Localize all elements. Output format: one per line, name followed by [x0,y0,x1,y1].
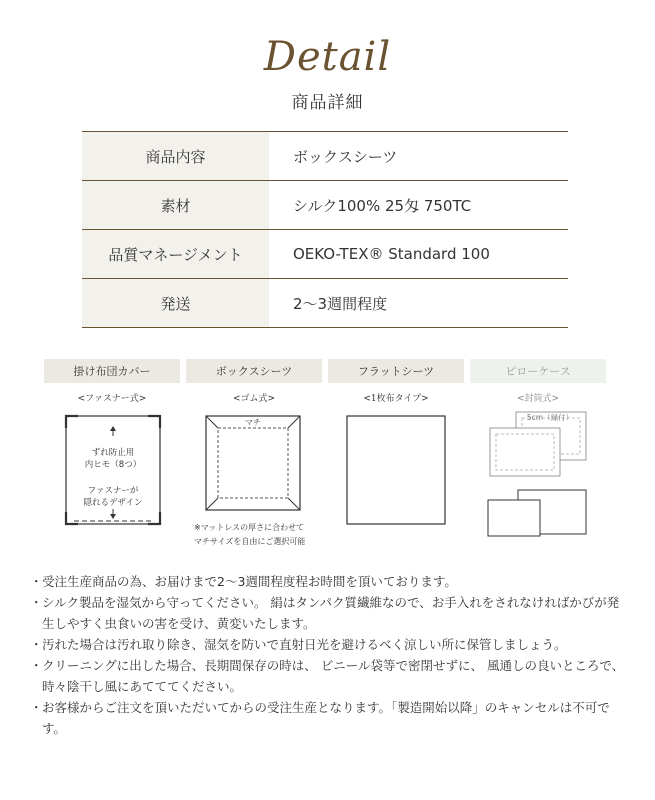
box-sheet-note-1: ※マットレスの厚さに合わせて [194,523,305,532]
gusset-label: マチ [245,418,261,427]
diagram-subtitle: <ゴム式> [232,394,276,404]
title-ja: 商品詳細 [291,93,364,113]
duvet-cover-illustration [44,408,180,528]
spec-value: シルク100% 25匁 750TC [293,196,472,215]
diagram-flat-sheet [328,359,464,528]
spec-value: ボックスシーツ [293,147,398,166]
box-sheet-illustration [186,408,322,558]
spec-row-contents [82,132,568,181]
spec-label: 品質マネージメント [82,230,269,278]
frill-label: 5cm（縁付） [526,413,574,422]
spec-label: 素材 [82,181,269,229]
diagram-subtitle: <ファスナー式> [77,394,147,404]
diagram-title: ピローケース [470,359,606,383]
note-item: ・ クリーニングに出した場合、長期間保存の時は、 ビニール袋等で密閉せずに、 風通しの良いところで、時々陰干し風にあてててください。 [30,658,625,694]
diagram-title: フラットシーツ [328,359,464,383]
spec-row-shipping [82,279,568,328]
title-en: Detail [263,34,392,80]
diagram-subtitle: <1枚布タイプ> [363,394,429,404]
spec-row-quality [82,230,568,279]
spec-label: 商品内容 [82,132,269,180]
pillow-case-illustration [470,408,606,538]
flat-sheet-illustration [328,408,464,528]
spec-row-material [82,181,568,230]
diagram-title: ボックスシーツ [186,359,322,383]
duvet-label-2: 内ヒモ（8つ） [84,460,142,470]
diagram-duvet-cover [44,359,180,528]
duvet-label-3: ファスナーが [87,486,139,496]
spec-label: 発送 [82,279,269,327]
spec-value: 2〜3週間程度 [293,294,388,313]
care-notes [30,571,630,739]
note-item: ・ シルク製品を湿気から守ってください。 絹はタンパク質繊維なので、お手入れをされなければかびが発生しやすく虫食いの害を受け、黄変いたします。 [30,595,620,631]
diagram-subtitle: <封筒式> [516,394,560,404]
note-item: ・ 受注生産商品の為、お届けまで2〜3週間程度程お時間を頂いております。 [30,574,457,589]
duvet-label-1: ずれ防止用 [91,448,135,458]
note-item: ・ 汚れた場合は汚れ取り除き、湿気を防いで直射日光を避けるべく涼しい所に保管しましょう。 [30,637,567,652]
box-sheet-note-2: マチサイズを自由にご選択可能 [194,537,306,546]
diagram-box-sheet [186,359,322,558]
duvet-label-4: 隠れるデザイン [83,498,143,508]
spec-value: OEKO-TEX® Standard 100 [293,245,490,263]
diagram-pillow-case [470,359,606,538]
spec-table [82,131,568,328]
note-item: ・ お客様からご注文を頂いただいてからの受注生産となります。「製造開始以降」のキャンセルは不可です。 [30,700,610,736]
diagram-title: 掛け布団カバー [44,359,180,383]
